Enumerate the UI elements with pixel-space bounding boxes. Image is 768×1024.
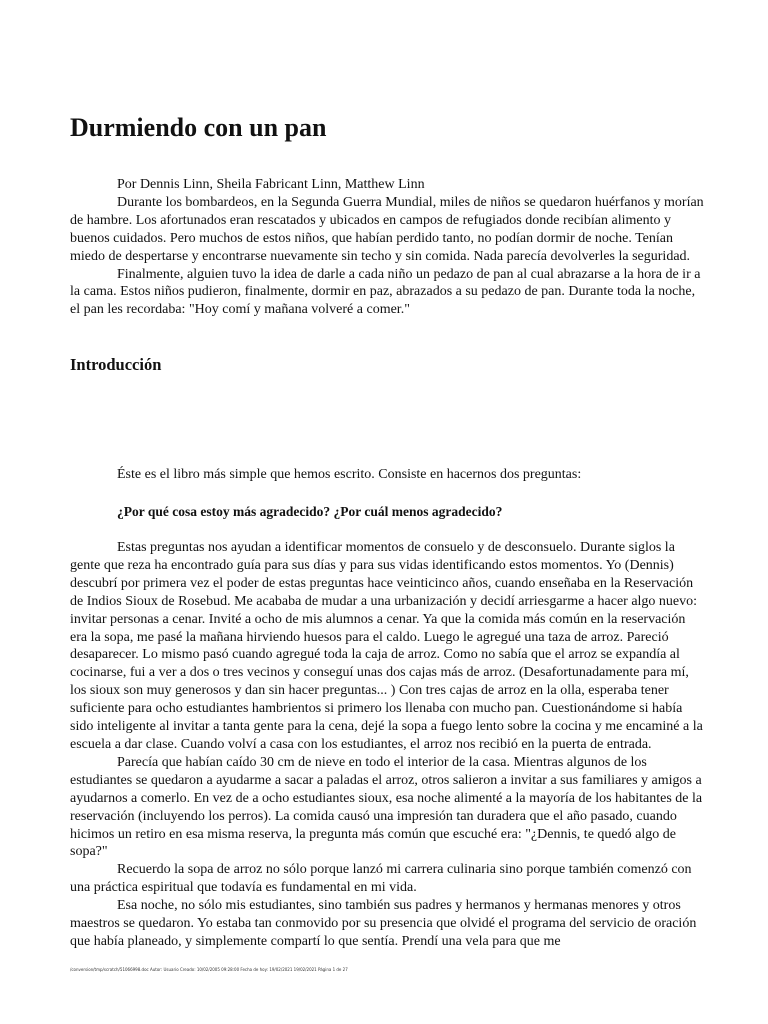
body-paragraph: Recuerdo la sopa de arroz no sólo porque lanzó mi carrera culinaria sino porque también comenzó con una práctica espiritual que todavía es fundamental en mi vida. [70,862,692,896]
body-paragraph: Esa noche, no sólo mis estudiantes, sino también sus padres y hermanos y hermanas menores y otros maestros se quedaron. Yo estaba tan conmovido por su presencia que olvidé el programa del servicio de oración que había planeado, y simplemente compartí lo que sentía. Prendí una vela para que me [70,898,697,949]
body-paragraph: Parecía que habían caído 30 cm de nieve en todo el interior de la casa. Mientras algunos de los estudiantes se quedaron a ayudarme a sacar a paladas el arroz, otros salieron a invitar a sus familiares y amigos a ayudarnos a comerlo. En vez de a ocho estudiantes sioux, esa noche alimenté a la mayoría de los habitantes de la reservación (incluyendo los perros). La comida causó una impresión tan duradera que el año pasado, cuando hicimos un retiro en esa misma reserva, la pregunta más común que escuché era: "¿Dennis, te quedó algo de sopa?" [70,754,703,860]
body-block [70,539,704,951]
document-title: Durmiendo con un pan [70,113,327,142]
question-line: ¿Por qué cosa estoy más agradecido? ¿Por cuál menos agradecido? [117,504,503,519]
section-heading: Introducción [70,355,162,374]
prologue-paragraph: Finalmente, alguien tuvo la idea de darle a cada niño un pedazo de pan al cual abrazarse a la hora de ir a la cama. Estos niños pudieron, finalmente, dormir en paz, abrazados a su pedazo de pan. Durante toda la noche, el pan les recordaba: "Hoy comí y mañana volveré a comer." [70,266,701,318]
intro-paragraph: Éste es el libro más simple que hemos escrito. Consiste en hacernos dos preguntas: [117,467,582,482]
prologue-paragraph: Durante los bombardeos, en la Segunda Guerra Mundial, miles de niños se quedaron huérfanos y morían de hambre. Los afortunados eran rescatados y ubicados en campos de refugiados donde recibían alimento y buenos cuidados. Pero muchos de estos niños, que habían perdido tanto, no podían dormir de noche. Tenían miedo de despertarse y encontrarse nuevamente sin techo y sin comida. Nada parecía devolverles la seguridad. [70,194,704,264]
authors-line: Por Dennis Linn, Sheila Fabricant Linn, Matthew Linn [117,177,425,192]
page-footer: /conversion/tmp/scratch/51066998.doc Autor: Usuario Creado: 10/02/2005 09:28:00 Fecha de hoy: 19/02/2021 19/02/2021 Página 1 de 27 [70,967,348,972]
prologue-block [70,176,704,319]
intro-paragraph-block [70,466,704,484]
body-paragraph: Estas preguntas nos ayudan a identificar momentos de consuelo y de desconsuelo. Durante siglos la gente que reza ha encontrado guía para sus días y para sus vidas identificando estos momentos. Yo (Dennis) descubrí por primera vez el poder de estas preguntas hace veinticinco años, cuando enseñaba en la Reservación de Indios Sioux de Rosebud. Me acababa de mudar a una urbanización y decidí arriesgarme a hacer algo nuevo: invitar personas a cenar. Invité a ocho de mis alumnos a cenar. Ya que la comida más común en la reservación era la sopa, me pasé la mañana hirviendo huesos para el caldo. Luego le agregué una taza de arroz. Pareció desaparecer. Lo mismo pasó cuando agregué toda la caja de arroz. Como no sabía que el arroz se expandía al cocinarse, fui a ver a dos o tres vecinos y conseguí unas dos cajas más de arroz. (Desafortunadamente para mí, los sioux son muy generosos y dan sin hacer preguntas... ) Con tres cajas de arroz en la olla, esperaba tener suficiente para ocho estudiantes hambrientos si primero los llenaba con mucho pan. Cuestionándome si había sido inteligente al invitar a tanta gente para la cena, dejé la sopa a fuego lento sobre la cocina y me encaminé a la escuela a dar clase. Cuando volví a casa con los estudiantes, el arroz nos recibió en la puerta de entrada. [70,540,703,752]
